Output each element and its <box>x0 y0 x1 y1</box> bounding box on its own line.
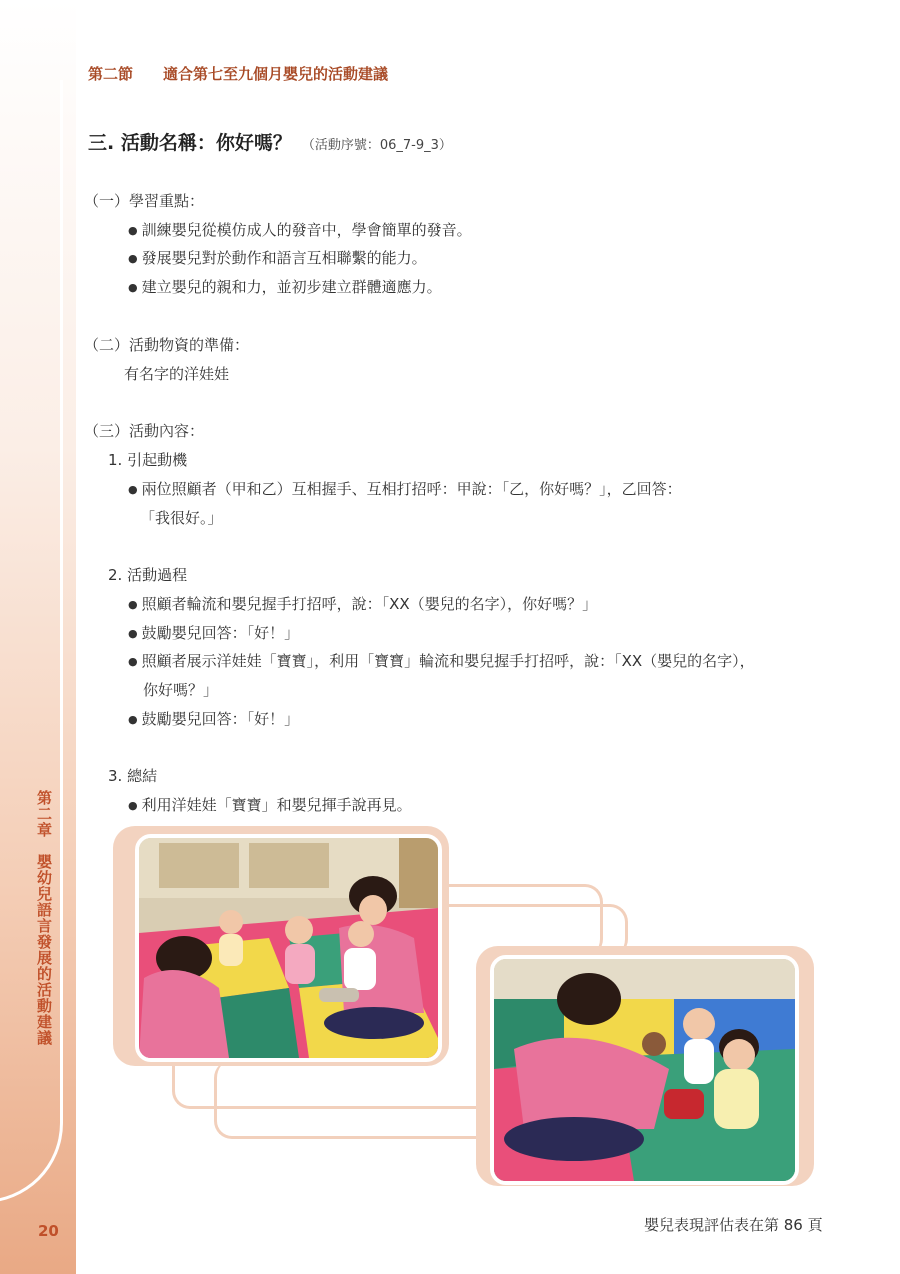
assessment-note: 嬰兒表現評估表在第 86 頁 <box>644 1216 823 1234</box>
activity-photo <box>135 834 442 1062</box>
step3-item: ● 利用洋娃娃「寶寶」和嬰兒揮手說再見。 <box>128 794 412 815</box>
activity-code: （活動序號：06_7-9_3） <box>301 138 452 153</box>
frame-connector-line <box>214 1060 507 1139</box>
step3-heading: 3. 總結 <box>108 767 158 785</box>
step2-item: ● 照顧者展示洋娃娃「寶寶」，利用「寶寶」輪流和嬰兒握手打招呼，說：「XX（嬰兒的名字）， <box>128 650 755 671</box>
sidebar-curve-decoration <box>0 80 63 1203</box>
content-heading: （三）活動內容： <box>84 422 205 440</box>
page-number: 20 <box>38 1222 59 1240</box>
chapter-title: 第二章 嬰幼兒語言發展的活動建議 <box>35 790 53 1046</box>
step1-heading: 1. 引起動機 <box>108 451 188 469</box>
step1-item: ● 兩位照顧者（甲和乙）互相握手、互相打招呼：甲說：「乙，你好嗎？」，乙回答： <box>128 478 682 499</box>
step2-item: ● 照顧者輪流和嬰兒握手打招呼，說：「XX（嬰兒的名字），你好嗎？」 <box>128 593 597 614</box>
activity-title <box>88 128 452 155</box>
learning-focus-item: ● 訓練嬰兒從模仿成人的發音中，學會簡單的發音。 <box>128 219 472 240</box>
activity-name: 三. 活動名稱：你好嗎？ <box>88 132 292 154</box>
materials-text: 有名字的洋娃娃 <box>124 365 230 383</box>
step2-heading: 2. 活動過程 <box>108 566 188 584</box>
materials-heading: （二）活動物資的準備： <box>84 336 250 354</box>
step2-item-continuation: 你好嗎？」 <box>143 681 219 699</box>
learning-focus-item: ● 建立嬰兒的親和力，並初步建立群體適應力。 <box>128 276 442 297</box>
activity-photo <box>490 955 799 1185</box>
learning-focus-item: ● 發展嬰兒對於動作和語言互相聯繫的能力。 <box>128 247 427 268</box>
step2-item: ● 鼓勵嬰兒回答：「好！」 <box>128 622 299 643</box>
step2-item: ● 鼓勵嬰兒回答：「好！」 <box>128 708 299 729</box>
step1-item-continuation: 「我很好。」 <box>140 509 223 527</box>
learning-focus-heading: （一）學習重點： <box>84 192 205 210</box>
section-header: 第二節 適合第七至九個月嬰兒的活動建議 <box>88 65 389 83</box>
